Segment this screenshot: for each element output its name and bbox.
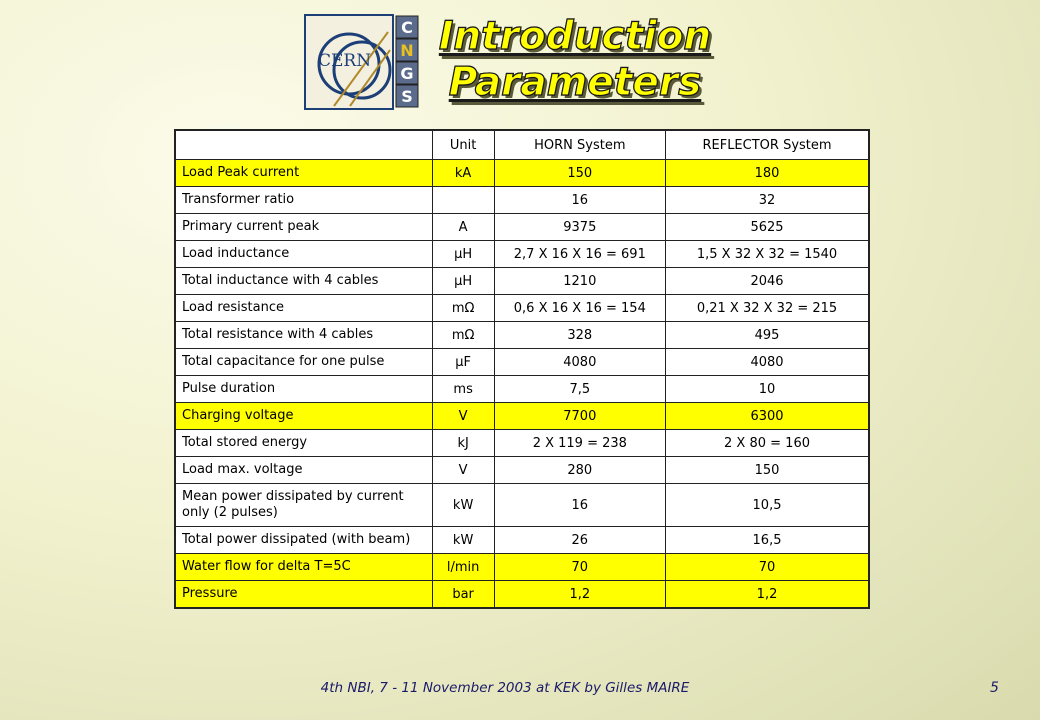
param-name: Pulse duration xyxy=(175,376,432,403)
horn-value: 150 xyxy=(494,160,665,187)
reflector-value: 32 xyxy=(666,187,869,214)
table-row xyxy=(175,349,869,376)
reflector-value: 2046 xyxy=(666,268,869,295)
table-row xyxy=(175,527,869,554)
table-row xyxy=(175,484,869,527)
param-unit: A xyxy=(432,214,494,241)
reflector-value: 4080 xyxy=(666,349,869,376)
table-row xyxy=(175,295,869,322)
horn-value: 16 xyxy=(494,187,665,214)
reflector-value: 6300 xyxy=(666,403,869,430)
param-unit: mΩ xyxy=(432,322,494,349)
table-row xyxy=(175,160,869,187)
cern-logo-text: CERN xyxy=(318,51,372,71)
horn-value: 26 xyxy=(494,527,665,554)
parameters-table xyxy=(174,129,870,609)
table-row xyxy=(175,457,869,484)
slide-title xyxy=(420,14,730,106)
param-unit: kA xyxy=(432,160,494,187)
param-name: Total stored energy xyxy=(175,430,432,457)
cngs-letter: N xyxy=(400,41,414,60)
horn-value: 7700 xyxy=(494,403,665,430)
param-unit: l/min xyxy=(432,554,494,581)
header-reflector-system: REFLECTOR System xyxy=(666,130,869,160)
param-name: Load inductance xyxy=(175,241,432,268)
table-row xyxy=(175,241,869,268)
param-unit: µH xyxy=(432,241,494,268)
param-name: Load resistance xyxy=(175,295,432,322)
param-name: Primary current peak xyxy=(175,214,432,241)
cngs-letter: C xyxy=(401,18,413,37)
horn-value: 328 xyxy=(494,322,665,349)
table-row xyxy=(175,581,869,609)
reflector-value: 495 xyxy=(666,322,869,349)
param-unit xyxy=(432,187,494,214)
param-name: Total power dissipated (with beam) xyxy=(175,527,432,554)
footer-text: 4th NBI, 7 - 11 November 2003 at KEK by Gilles MAIRE xyxy=(320,680,690,696)
reflector-value: 1,2 xyxy=(666,581,869,609)
param-name: Charging voltage xyxy=(175,403,432,430)
horn-value: 1,2 xyxy=(494,581,665,609)
param-name: Total resistance with 4 cables xyxy=(175,322,432,349)
param-unit: µH xyxy=(432,268,494,295)
cngs-letters xyxy=(396,16,418,107)
table-body xyxy=(175,160,869,609)
param-unit: mΩ xyxy=(432,295,494,322)
horn-value: 1210 xyxy=(494,268,665,295)
table-row xyxy=(175,403,869,430)
page-number: 5 xyxy=(990,680,999,696)
param-unit: V xyxy=(432,457,494,484)
header-parameter xyxy=(175,130,432,160)
param-unit: ms xyxy=(432,376,494,403)
reflector-value: 10 xyxy=(666,376,869,403)
title-line-2: Parameters xyxy=(448,60,702,105)
reflector-value: 180 xyxy=(666,160,869,187)
cngs-letter: G xyxy=(400,64,414,83)
param-unit: µF xyxy=(432,349,494,376)
reflector-value: 10,5 xyxy=(666,484,869,527)
param-unit: kW xyxy=(432,527,494,554)
cern-logo-icon xyxy=(304,14,420,110)
param-name: Transformer ratio xyxy=(175,187,432,214)
table-row xyxy=(175,214,869,241)
param-name: Water flow for delta T=5C xyxy=(175,554,432,581)
param-name: Total inductance with 4 cables xyxy=(175,268,432,295)
horn-value: 0,6 X 16 X 16 = 154 xyxy=(494,295,665,322)
horn-value: 70 xyxy=(494,554,665,581)
reflector-value: 2 X 80 = 160 xyxy=(666,430,869,457)
header-unit: Unit xyxy=(432,130,494,160)
reflector-value: 0,21 X 32 X 32 = 215 xyxy=(666,295,869,322)
header-horn-system: HORN System xyxy=(494,130,665,160)
horn-value: 280 xyxy=(494,457,665,484)
param-name: Mean power dissipated by current only (2 pulses) xyxy=(175,484,432,527)
horn-value: 9375 xyxy=(494,214,665,241)
param-unit: kW xyxy=(432,484,494,527)
param-unit: bar xyxy=(432,581,494,609)
param-name: Load max. voltage xyxy=(175,457,432,484)
cern-cngs-logo xyxy=(304,14,420,110)
table-row xyxy=(175,376,869,403)
param-unit: kJ xyxy=(432,430,494,457)
horn-value: 16 xyxy=(494,484,665,527)
param-name: Total capacitance for one pulse xyxy=(175,349,432,376)
param-name: Load Peak current xyxy=(175,160,432,187)
cngs-letter: S xyxy=(401,87,413,106)
table-row xyxy=(175,322,869,349)
param-name: Pressure xyxy=(175,581,432,609)
param-unit: V xyxy=(432,403,494,430)
table-row xyxy=(175,268,869,295)
table-row xyxy=(175,554,869,581)
horn-value: 4080 xyxy=(494,349,665,376)
table-row xyxy=(175,187,869,214)
reflector-value: 1,5 X 32 X 32 = 1540 xyxy=(666,241,869,268)
reflector-value: 150 xyxy=(666,457,869,484)
horn-value: 2,7 X 16 X 16 = 691 xyxy=(494,241,665,268)
horn-value: 2 X 119 = 238 xyxy=(494,430,665,457)
horn-value: 7,5 xyxy=(494,376,665,403)
table-header-row xyxy=(175,130,869,160)
title-line-1: Introduction xyxy=(438,14,712,59)
table-row xyxy=(175,430,869,457)
reflector-value: 5625 xyxy=(666,214,869,241)
reflector-value: 16,5 xyxy=(666,527,869,554)
reflector-value: 70 xyxy=(666,554,869,581)
